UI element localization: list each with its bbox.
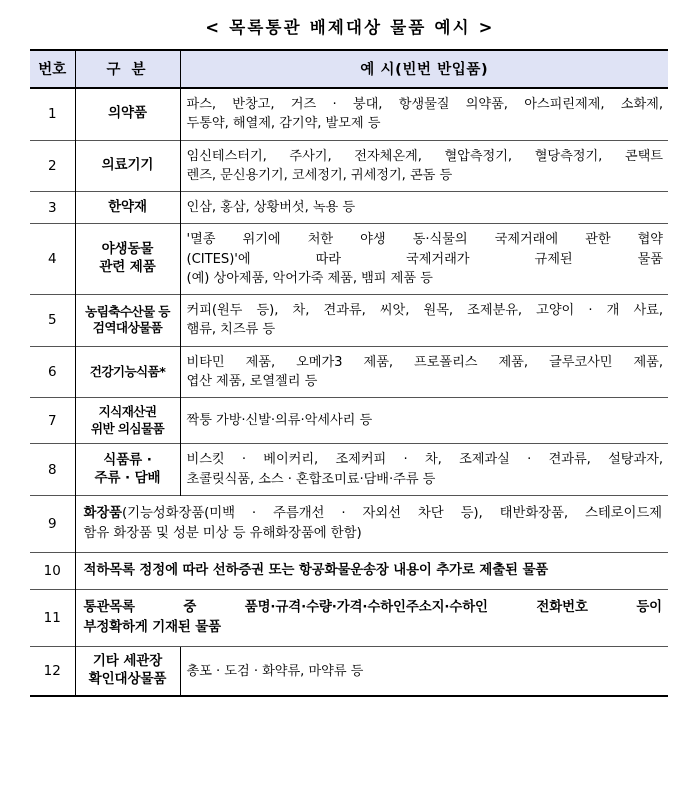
table-row (30, 224, 668, 295)
row-number: 7 (30, 398, 75, 444)
column-header-no: 번호 (30, 50, 75, 88)
text-line: 커피(원두 등), 차, 견과류, 씨앗, 원목, 조제분유, 고양이 · 개 사료, (186, 303, 663, 319)
text-line: 임신테스터기, 주사기, 전자체온계, 혈압측정기, 혈당측정기, 콘택트 (186, 148, 663, 164)
row-number: 2 (30, 140, 75, 192)
row-examples (180, 88, 668, 140)
text-line: 함유 화장품 및 성분 미상 등 유해화장품에 한함) (83, 526, 362, 542)
exclusion-items-table (30, 49, 668, 697)
category-line: 한약재 (108, 198, 147, 215)
row-number: 4 (30, 224, 75, 295)
text-line: (기능성화장품(미백 · 주름개선 · 자외선 차단 등), 태반화장품, 스테로이드제 (122, 505, 662, 521)
row-number: 5 (30, 295, 75, 347)
text-line: 초콜릿식품, 소스 · 혼합조미료·담배·주류 등 (186, 471, 436, 487)
text-line: 인삼, 홍삼, 상황버섯, 녹용 등 (186, 200, 356, 216)
column-header-category: 구 분 (75, 50, 180, 88)
table-row (30, 590, 668, 647)
header-row (30, 50, 668, 88)
table-container (30, 49, 668, 697)
text-line: 통관목록 중 품명·규격·수량·가격·수하인주소지·수하인 전화번호 등이 (83, 600, 662, 616)
category-line: 의료기기 (101, 156, 154, 173)
row-number: 10 (30, 553, 75, 590)
row-number: 9 (30, 495, 75, 552)
category-line: 건강기능식품* (89, 363, 166, 379)
row-examples (180, 192, 668, 224)
row-examples (180, 140, 668, 192)
row-number: 1 (47, 106, 57, 123)
row-category (75, 88, 180, 140)
row-examples (180, 295, 668, 347)
row-category (75, 140, 180, 192)
table-row (30, 192, 668, 224)
category-line: 위반 의심물품 (90, 420, 165, 436)
text-line: 렌즈, 문신용기기, 코세정기, 귀세정기, 콘돔 등 (186, 167, 453, 183)
row-examples (180, 444, 668, 496)
category-line: 검역대상물품 (92, 320, 163, 336)
table-row (30, 647, 668, 696)
table-row (30, 444, 668, 496)
row-category (75, 398, 180, 444)
row-examples (180, 224, 668, 295)
row-number: 11 (30, 590, 75, 647)
text-line: 햄류, 치즈류 등 (186, 322, 276, 338)
category-line: 식품류 · (103, 451, 152, 468)
row-full-text (75, 553, 668, 590)
text-line: 총포 · 도검 · 화약류, 마약류 등 (186, 663, 364, 679)
category-line: 지식재산권 (98, 404, 157, 420)
page-title: < 목록통관 배제대상 물품 예시 > (205, 18, 495, 37)
category-line: 관련 제품 (99, 259, 156, 276)
text-line: '멸종 위기에 처한 야생 동·식물의 국제거래에 관한 협약 (186, 232, 663, 248)
row-examples (180, 398, 668, 444)
category-line: 확인대상물품 (88, 671, 167, 688)
row-category (75, 647, 180, 696)
category-line: 기타 세관장 (92, 653, 163, 670)
category-line: 농림축수산물 등 (85, 303, 170, 319)
table-header (30, 50, 668, 88)
row-category (75, 295, 180, 347)
table-row (30, 140, 668, 192)
table-body (30, 88, 668, 696)
bold-lead-label: 화장품 (83, 505, 123, 521)
text-line: 두통약, 해열제, 감기약, 발모제 등 (186, 116, 381, 132)
text-line: 파스, 반창고, 거즈 · 붕대, 항생물질 의약품, 아스피린제제, 소화제, (186, 97, 663, 112)
row-number: 8 (30, 444, 75, 496)
table-row (30, 553, 668, 590)
text-line: (CITES)'에 따라 국제거래가 규제된 물품 (186, 251, 663, 267)
table-row (30, 398, 668, 444)
category-line: 야생동물 (101, 241, 154, 258)
text-line (84, 504, 663, 524)
row-number: 6 (30, 346, 75, 398)
row-full-text (75, 495, 668, 552)
table-row (30, 495, 668, 552)
row-full-text (75, 590, 668, 647)
text-line: 부정확하게 기재된 물품 (83, 620, 221, 636)
row-number: 3 (30, 192, 75, 224)
row-examples (180, 346, 668, 398)
text-line: 엽산 제품, 로열젤리 등 (186, 373, 318, 389)
category-line: 의약품 (108, 105, 147, 122)
column-header-examples: 예 시(빈번 반입품) (180, 50, 668, 88)
row-category (75, 224, 180, 295)
row-category (75, 192, 180, 224)
row-category (75, 444, 180, 496)
text-line: 비타민 제품, 오메가3 제품, 프로폴리스 제품, 글루코사민 제품, (186, 354, 663, 370)
text-line: 짝퉁 가방·신발·의류·악세사리 등 (186, 413, 373, 429)
text-line: 적하목록 정정에 따라 선하증권 또는 항공화물운송장 내용이 추가로 제출된 물품 (83, 563, 549, 579)
row-examples (180, 647, 668, 696)
row-number: 12 (30, 647, 75, 696)
table-row (30, 88, 668, 140)
category-line: 주류 · 담배 (94, 469, 161, 486)
table-row (30, 295, 668, 347)
row-category (75, 346, 180, 398)
table-row (30, 346, 668, 398)
text-line: 비스킷 · 베이커리, 조제커피 · 차, 조제과실 · 견과류, 설탕과자, (186, 452, 663, 468)
text-line: (예) 상아제품, 악어가죽 제품, 뱀피 제품 등 (186, 270, 433, 286)
